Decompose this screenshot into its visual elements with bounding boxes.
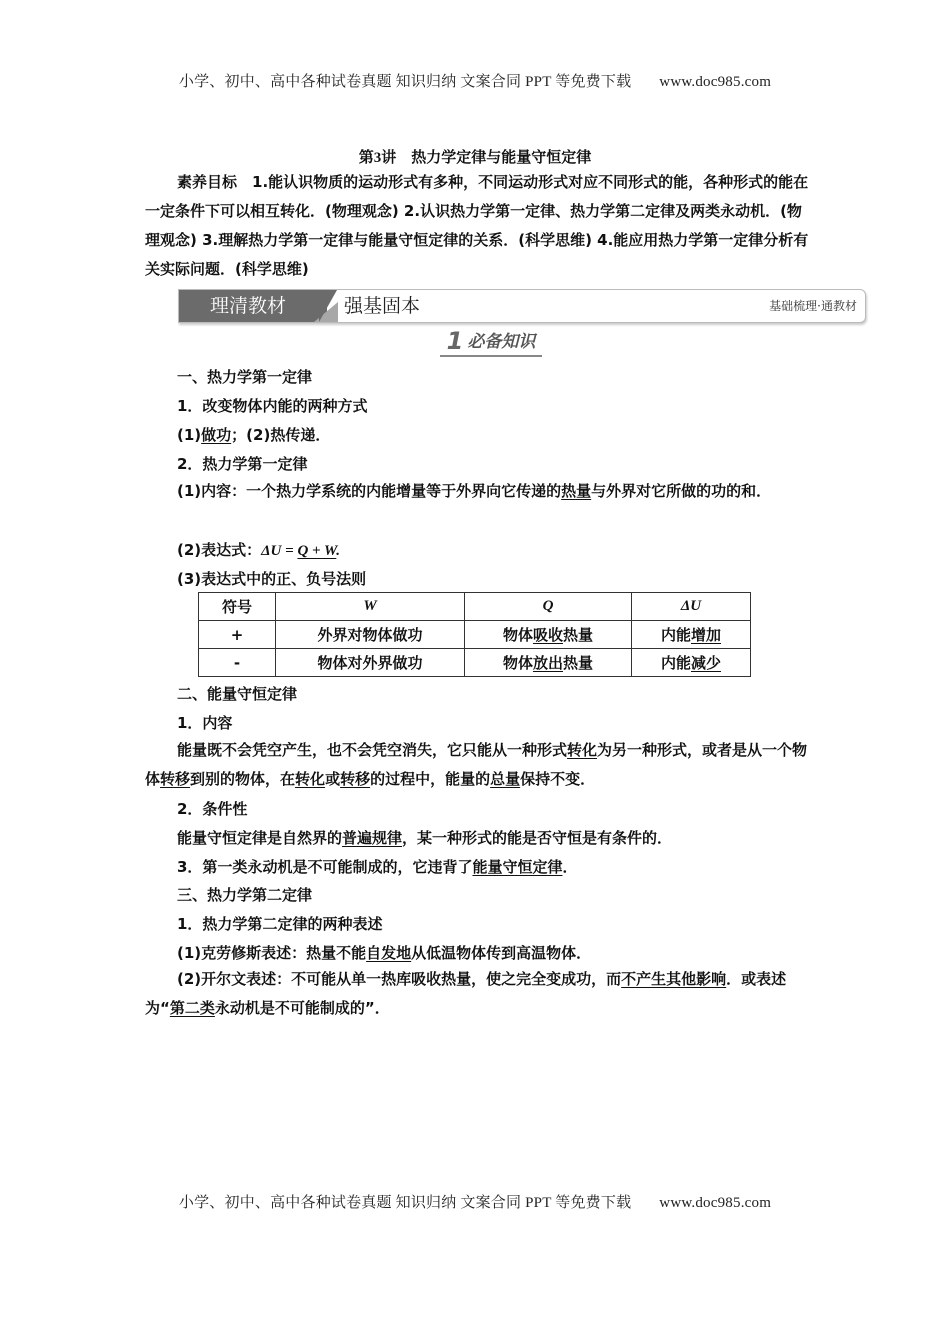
energy-conservation-content: 能量既不会凭空产生，也不会凭空消失，它只能从一种形式转化为另一种形式，或者是从一个物体转移到别的物体，在转化或转移的过程中，能量的总量保持不变． bbox=[145, 741, 808, 788]
item-first-law: 2．热力学第一定律 bbox=[177, 455, 308, 473]
table-row: - 物体对外界做功 物体放出热量 内能减少 bbox=[199, 649, 751, 677]
section-badge bbox=[440, 327, 542, 357]
item-conditionality: 2．条件性 bbox=[177, 800, 248, 818]
page-footer bbox=[0, 1191, 950, 1212]
banner-middle-label: 强基固本 bbox=[344, 295, 421, 317]
item-two-statements: 1．热力学第二定律的两种表述 bbox=[177, 915, 383, 933]
banner-right-label: 基础梳理·通教材 bbox=[769, 299, 857, 313]
footer-url[interactable]: www.doc985.com bbox=[659, 1195, 772, 1211]
sign-rule-label: (3)表达式中的正、负号法则 bbox=[177, 570, 367, 588]
heading-energy-conservation: 二、能量守恒定律 bbox=[177, 685, 298, 703]
banner-left-label: 理清教材 bbox=[179, 290, 327, 322]
objectives-paragraph bbox=[145, 168, 810, 284]
footer-text: 小学、初中、高中各种试卷真题 知识归纳 文案合同 PPT 等免费下载 bbox=[178, 1195, 632, 1211]
page-header bbox=[0, 70, 950, 91]
perpetual-motion-first: 3．第一类永动机是不可能制成的，它违背了能量守恒定律． bbox=[177, 858, 578, 876]
item-two-ways: (1)做功；(2)热传递． bbox=[177, 426, 331, 444]
section-title: 必备知识 bbox=[467, 332, 536, 352]
first-law-content: (1)内容：一个热力学系统的内能增量等于外界向它传递的热量与外界对它所做的功的和． bbox=[177, 482, 772, 500]
section-number: 1 bbox=[446, 327, 464, 355]
heading-second-law: 三、热力学第二定律 bbox=[177, 886, 313, 904]
sign-rules-table bbox=[198, 592, 751, 677]
item-change-internal-energy: 1．改变物体内能的两种方式 bbox=[177, 397, 368, 415]
objectives-text: 1.能认识物质的运动形式有多种，不同运动形式对应不同形式的能，各种形式的能在一定条件下可以相互转化．(物理观念) 2.认识热力学第一定律、热力学第二定律及两类永动机．(物理观念) 3.理解热力学第一定律与能量守恒定律的关系．(科学思维) 4.能应用热力学第一定律分析有关实际问题．(科学思维) bbox=[145, 173, 809, 278]
conditionality-text: 能量守恒定律是自然界的普遍规律，某一种形式的能是否守恒是有条件的． bbox=[177, 829, 673, 847]
table-header-row: 符号 W Q ΔU bbox=[199, 593, 751, 621]
first-law-expression: (2)表达式：ΔU = Q + W. bbox=[177, 541, 341, 559]
banner-wedge bbox=[319, 290, 337, 322]
table-row: + 外界对物体做功 物体吸收热量 内能增加 bbox=[199, 621, 751, 649]
kelvin-statement: (2)开尔文表述：不可能从单一热库吸收热量，使之完全变成功，而不产生其他影响．或表述为“第二类永动机是不可能制成的”． bbox=[145, 970, 787, 1017]
page-title: 第3讲 热力学定律与能量守恒定律 bbox=[358, 148, 592, 166]
header-text: 小学、初中、高中各种试卷真题 知识归纳 文案合同 PPT 等免费下载 bbox=[178, 74, 632, 90]
objectives-label: 素养目标 bbox=[177, 173, 238, 191]
item-content: 1．内容 bbox=[177, 714, 233, 732]
section-banner bbox=[178, 289, 866, 323]
heading-first-law: 一、热力学第一定律 bbox=[177, 368, 313, 386]
clausius-statement: (1)克劳修斯表述：热量不能自发地从低温物体传到高温物体． bbox=[177, 944, 592, 962]
header-url[interactable]: www.doc985.com bbox=[659, 74, 772, 90]
